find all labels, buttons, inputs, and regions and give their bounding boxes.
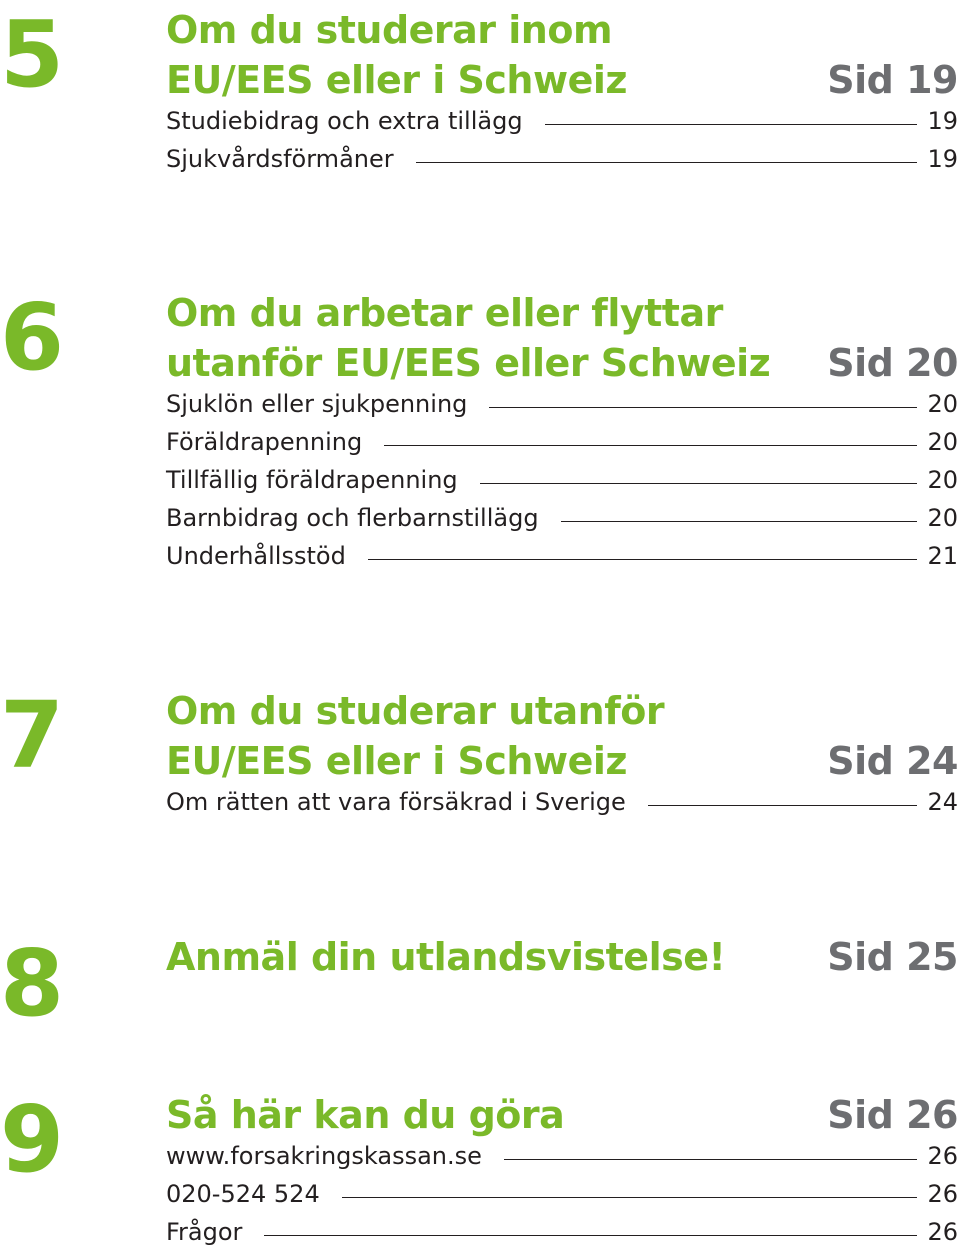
section-title-row bbox=[166, 1090, 960, 1140]
section-page-ref: Sid 19 bbox=[827, 58, 958, 102]
toc-entry-list bbox=[166, 788, 960, 826]
section-number: 9 bbox=[0, 1086, 63, 1193]
section-title-row bbox=[166, 932, 960, 982]
section-number: 7 bbox=[0, 682, 63, 789]
section-title-row bbox=[166, 55, 960, 105]
toc-entry bbox=[166, 390, 960, 428]
section-heading bbox=[166, 5, 960, 183]
toc-entry bbox=[166, 107, 960, 145]
toc-entry bbox=[166, 542, 960, 580]
toc-leader-line bbox=[264, 1235, 917, 1236]
section-title: Anmäl din utlandsvistelse! bbox=[166, 935, 726, 979]
toc-entry bbox=[166, 504, 960, 542]
toc-entry-label: Sjukvårdsförmåner bbox=[166, 145, 394, 173]
toc-entry-label: Frågor bbox=[166, 1218, 243, 1246]
section-title: Om du studerar inom bbox=[166, 8, 613, 52]
toc-entry bbox=[166, 788, 960, 826]
toc-entry-label: Om rätten att vara försäkrad i Sverige bbox=[166, 788, 626, 816]
toc-entry-page: 26 bbox=[927, 1218, 958, 1246]
toc-entry-list bbox=[166, 107, 960, 183]
toc-entry bbox=[166, 1218, 960, 1256]
toc-entry-page: 19 bbox=[927, 145, 958, 173]
toc-leader-line bbox=[342, 1197, 918, 1198]
toc-entry-page: 19 bbox=[927, 107, 958, 135]
section-title: EU/EES eller i Schweiz bbox=[166, 58, 627, 102]
section-title: Om du studerar utanför bbox=[166, 689, 665, 733]
toc-entry-label: Tillfällig föräldrapenning bbox=[166, 466, 458, 494]
section-title: Om du arbetar eller flyttar bbox=[166, 291, 723, 335]
toc-leader-line bbox=[489, 407, 917, 408]
toc-leader-line bbox=[504, 1159, 918, 1160]
section-page-ref: Sid 26 bbox=[827, 1093, 958, 1137]
toc-entry-label: Underhållsstöd bbox=[166, 542, 346, 570]
section-title-row bbox=[166, 736, 960, 786]
toc-entry-page: 21 bbox=[927, 542, 958, 570]
toc-leader-line bbox=[561, 521, 918, 522]
toc-entry bbox=[166, 466, 960, 504]
section-title: utanför EU/EES eller Schweiz bbox=[166, 341, 771, 385]
section-heading bbox=[166, 932, 960, 982]
toc-entry-page: 24 bbox=[927, 788, 958, 816]
toc-entry-page: 20 bbox=[927, 504, 958, 532]
section-heading bbox=[166, 288, 960, 580]
toc-entry-page: 26 bbox=[927, 1142, 958, 1170]
section-heading bbox=[166, 1090, 960, 1256]
toc-entry-page: 20 bbox=[927, 428, 958, 456]
toc-leader-line bbox=[368, 559, 918, 560]
section-title-row bbox=[166, 338, 960, 388]
toc-entry-list bbox=[166, 390, 960, 580]
section-page-ref: Sid 25 bbox=[827, 935, 958, 979]
toc-entry-page: 20 bbox=[927, 390, 958, 418]
toc-leader-line bbox=[648, 805, 918, 806]
toc-entry-list bbox=[166, 1142, 960, 1256]
toc-entry-label: Sjuklön eller sjukpenning bbox=[166, 390, 468, 418]
toc-entry bbox=[166, 1142, 960, 1180]
toc-leader-line bbox=[480, 483, 918, 484]
toc-entry-label: 020-524 524 bbox=[166, 1180, 320, 1208]
section-page-ref: Sid 20 bbox=[827, 341, 958, 385]
section-page-ref: Sid 24 bbox=[827, 739, 958, 783]
section-title: Så här kan du göra bbox=[166, 1093, 565, 1137]
toc-entry-label: Studiebidrag och extra tillägg bbox=[166, 107, 523, 135]
toc-entry-label: Barnbidrag och flerbarnstillägg bbox=[166, 504, 539, 532]
section-number: 5 bbox=[0, 1, 63, 108]
toc-leader-line bbox=[545, 124, 918, 125]
toc-entry bbox=[166, 145, 960, 183]
toc-leader-line bbox=[384, 445, 917, 446]
section-title: EU/EES eller i Schweiz bbox=[166, 739, 627, 783]
section-heading bbox=[166, 686, 960, 826]
section-number: 6 bbox=[0, 284, 63, 391]
toc-entry-label: Föräldrapenning bbox=[166, 428, 363, 456]
toc-entry bbox=[166, 1180, 960, 1218]
toc-entry-page: 26 bbox=[927, 1180, 958, 1208]
toc-entry-label: www.forsakringskassan.se bbox=[166, 1142, 482, 1170]
toc-leader-line bbox=[416, 162, 918, 163]
section-number: 8 bbox=[0, 930, 63, 1037]
toc-entry bbox=[166, 428, 960, 466]
toc-entry-page: 20 bbox=[927, 466, 958, 494]
